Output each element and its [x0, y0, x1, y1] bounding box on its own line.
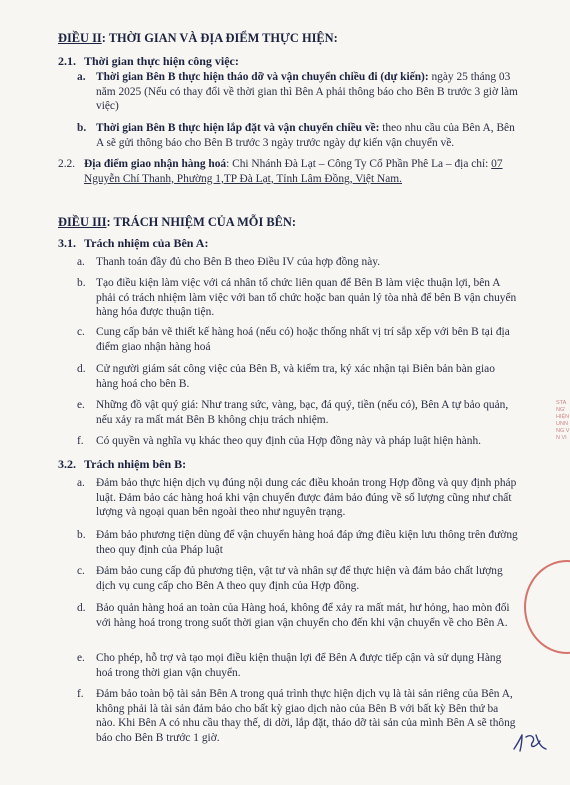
section-3-1: 3.1. Trách nhiệm của Bên A:: [58, 236, 209, 250]
article-3-title: : TRÁCH NHIỆM CỦA MỖI BÊN:: [106, 215, 296, 229]
article-2-label: ĐIỀU II: [58, 31, 102, 45]
section-2-2: 2.2. Địa điểm giao nhận hàng hoá: Chi Nhánh Đà Lạt – Công Ty Cổ Phần Phê La – địa chỉ: 07 Nguyễn Chí Thanh, Phường 1,TP Đà Lạt, Tỉnh Lâm Đồng, Việt Nam.: [58, 158, 503, 185]
party-a-item: e. Những đồ vật quý giá: Như trang sức, vàng, bạc, đá quý, tiền (nếu có), Bên A tự bảo quản, nếu xảy ra mất mát Bên B không chịu trách nhiệm.: [77, 399, 509, 426]
party-b-item: c. Đảm bảo cung cấp đủ phương tiện, vật tư và nhân sự để thực hiện và đảm bảo chất lượng dịch vụ cung cấp cho Bên A theo quy định của Hợp đồng.: [77, 565, 503, 592]
clause-2-1-b: b. Thời gian Bên B thực hiện lắp đặt và vận chuyển chiều về: theo nhu cầu của Bên A, Bên A sẽ gửi thông báo cho Bên B trước 3 ngày trước ngày dự kiến vận chuyển về.: [77, 122, 515, 149]
party-b-item: d. Bảo quản hàng hoá an toàn của Hàng hoá, không để xảy ra mất mát, hư hỏng, hao mòn đối với hàng hoá trong trong suốt thời gian vận chuyển cho đến khi vận chuyển về cho Bên A.: [77, 602, 510, 629]
article-3-label: ĐIỀU III: [58, 215, 107, 229]
party-b-item: a. Đảm bảo thực hiện dịch vụ đúng nội dung các điều khoản trong Hợp đồng và quy định pháp luật. Đảm bảo các hàng hoá khi vận chuyển được đảm bảo đúng về số lượng cũng như chất lượng và ngoại quan bên ngoài theo như nguyên trạng.: [77, 477, 517, 519]
party-a-item: a. Thanh toán đầy đủ cho Bên B theo Điều IV của hợp đồng này.: [77, 256, 381, 268]
article-2-title: : THỜI GIAN VÀ ĐỊA ĐIỂM THỰC HIỆN:: [101, 31, 338, 45]
partial-stamp: STA NG' HIỆN UNN NG V N VI: [556, 400, 570, 441]
article-3-heading: [58, 215, 296, 230]
section-2-1: 2.1. Thời gian thực hiện công việc:: [58, 54, 239, 68]
initials-signature: [510, 729, 552, 755]
section-3-2: 3.2. Trách nhiệm bên B:: [58, 457, 187, 471]
party-b-item: e. Cho phép, hỗ trợ và tạo mọi điều kiện thuận lợi để Bên A được tiếp cận và sử dụng Hàng hoá trong thời gian vận chuyển.: [77, 652, 502, 679]
party-b-item: f. Đảm bảo toàn bộ tài sản Bên A trong quá trình thực hiện dịch vụ là tài sản riêng của Bên A, không phải là tài sản đảm bảo cho bất kỳ giao dịch nào của Bên B với bất kỳ Bên thứ ba nào. Khi Bên A có nhu cầu thay thế, di dời, lắp đặt, tháo dỡ tài sản của mình Bên A sẽ thông báo cho Bên B trước 1 giờ.: [77, 688, 516, 744]
party-a-item: d. Cử người giám sát công việc của Bên B, và kiểm tra, ký xác nhận tại Biên bản bàn giao hàng hoá cho bên B.: [77, 363, 495, 390]
delivery-address: 07 Nguyễn Chí Thanh, Phường 1,TP Đà Lạt, Tỉnh Lâm Đồng, Việt Nam.: [84, 158, 503, 185]
clause-2-1-a: a. Thời gian Bên B thực hiện tháo dỡ và vận chuyển chiều đi (dự kiến): ngày 25 tháng 03 năm 2025 (Nếu có thay đổi về thời gian thì Bên A phải thông báo cho Bên B trước 3 giờ làm việc): [77, 71, 518, 113]
party-a-item: c. Cung cấp bản vẽ thiết kế hàng hoá (nếu có) hoặc thống nhất vị trí sắp xếp với bên B tại địa điểm giao nhận hàng hoá: [77, 326, 510, 353]
party-b-item: b. Đảm bảo phương tiện dùng để vận chuyển hàng hoá đáp ứng điều kiện lưu thông trên đường theo quy định của Pháp luật: [77, 529, 518, 556]
article-2-heading: [58, 31, 338, 46]
party-a-item: f. Có quyền và nghĩa vụ khác theo quy định của Hợp đồng này và pháp luật hiện hành.: [77, 435, 481, 447]
company-seal: [524, 560, 570, 654]
party-a-item: b. Tạo điều kiện làm việc với cá nhân tổ chức liên quan để Bên B làm việc thuận lợi, bên A phải có trách nhiệm làm việc với ban tổ chức hoặc ban quản lý tòa nhà để bên B vận chuyển hàng hóa được thuận tiện.: [77, 277, 517, 319]
